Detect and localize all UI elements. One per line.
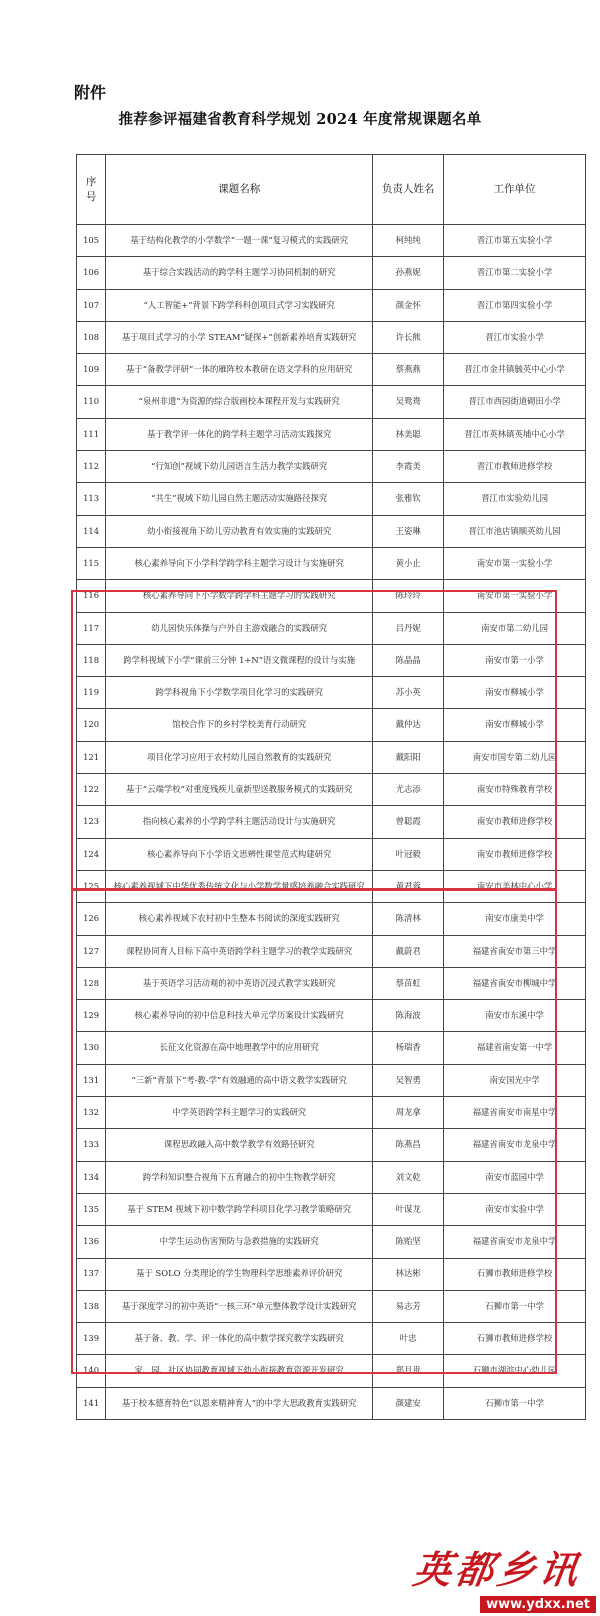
table-row (77, 967, 586, 999)
work-unit: 晋江市教师进修学校 (444, 451, 586, 483)
leader-name: 孙燕妮 (373, 257, 444, 289)
table-row (77, 612, 586, 644)
work-unit: 晋江市金井镇毓英中心小学 (444, 354, 586, 386)
table-row (77, 418, 586, 450)
table-row (77, 1258, 586, 1290)
attachment-label: 附件 (74, 83, 107, 102)
work-unit: 晋江市实验小学 (444, 321, 586, 353)
table-row (77, 677, 586, 709)
work-unit: 晋江市第四实验小学 (444, 289, 586, 321)
project-name: 项目化学习应用于农村幼儿园自然教育的实践研究 (106, 741, 373, 773)
table-row (77, 1355, 586, 1387)
row-number: 137 (77, 1258, 106, 1290)
project-name: 基于备、教、学、评一体化的高中数学探究教学实践研究 (106, 1323, 373, 1355)
project-name: 长征文化资源在高中地理教学中的应用研究 (106, 1032, 373, 1064)
row-number: 130 (77, 1032, 106, 1064)
project-name: 馆校合作下的乡村学校美育行动研究 (106, 709, 373, 741)
table-row (77, 321, 586, 353)
table-header-row (77, 155, 586, 225)
work-unit: 南安市美林中心小学 (444, 870, 586, 902)
leader-name: 曾聪霞 (373, 806, 444, 838)
project-name: 课程思政融入高中数学教学有效路径研究 (106, 1129, 373, 1161)
project-name: “共生”视域下幼儿园自然主题活动实施路径探究 (106, 483, 373, 515)
leader-name: 蔡燕燕 (373, 354, 444, 386)
table-row (77, 354, 586, 386)
leader-name: 吕丹妮 (373, 612, 444, 644)
project-name: 基于英语学习活动观的初中英语沉浸式教学实践研究 (106, 967, 373, 999)
leader-name: 陈玲玲 (373, 580, 444, 612)
project-name: 基于综合实践活动的跨学科主题学习协同机制的研究 (106, 257, 373, 289)
table-row (77, 1290, 586, 1322)
table-row (77, 1193, 586, 1225)
work-unit: 南安市第一实验小学 (444, 547, 586, 579)
row-number: 140 (77, 1355, 106, 1387)
row-number: 127 (77, 935, 106, 967)
table-row (77, 741, 586, 773)
table-row (77, 515, 586, 547)
project-name: 中学英语跨学科主题学习的实践研究 (106, 1097, 373, 1129)
row-number: 106 (77, 257, 106, 289)
leader-name: 叶谋龙 (373, 1193, 444, 1225)
project-name: 跨学科视角下小学数学项目化学习的实践研究 (106, 677, 373, 709)
project-name: 基于校本德育特色“以恩来精神育人”的中学大思政教育实践研究 (106, 1387, 373, 1419)
leader-name: 黄君蓉 (373, 870, 444, 902)
project-name: 基于深度学习的初中英语“一核三环”单元整体教学设计实践研究 (106, 1290, 373, 1322)
work-unit: 晋江市池店镇顺英幼儿园 (444, 515, 586, 547)
row-number: 113 (77, 483, 106, 515)
table-row (77, 774, 586, 806)
leader-name: 戴阳阳 (373, 741, 444, 773)
table-row (77, 1000, 586, 1032)
work-unit: 石狮市第一中学 (444, 1290, 586, 1322)
row-number: 128 (77, 967, 106, 999)
table-row (77, 225, 586, 257)
document-title: 推荐参评福建省教育科学规划 2024 年度常规课题名单 (118, 111, 482, 128)
header-project-name: 课题名称 (106, 155, 373, 225)
project-name: 中学生运动伤害预防与急救措施的实践研究 (106, 1226, 373, 1258)
project-name: 基于“云端学校”对重度残疾儿童新型送教服务模式的实践研究 (106, 774, 373, 806)
watermark-logo-text: 英都乡讯 (410, 1548, 585, 1592)
leader-name: 杨瑞香 (373, 1032, 444, 1064)
row-number: 119 (77, 677, 106, 709)
work-unit: 石狮市教师进修学校 (444, 1258, 586, 1290)
table-row (77, 709, 586, 741)
row-number: 141 (77, 1387, 106, 1419)
project-name: 核心素养导向的初中信息科技大单元学历案设计实践研究 (106, 1000, 373, 1032)
table-row (77, 386, 586, 418)
work-unit: 南安市教师进修学校 (444, 806, 586, 838)
project-name: 幼小衔接视角下幼儿劳动教育有效实施的实践研究 (106, 515, 373, 547)
work-unit: 晋江市英林镇英埔中心小学 (444, 418, 586, 450)
work-unit: 福建省南安市南星中学 (444, 1097, 586, 1129)
row-number: 116 (77, 580, 106, 612)
project-name: “三新”背景下“考-教-学”有效融通的高中语文教学实践研究 (106, 1064, 373, 1096)
project-name: “人工智能+”背景下跨学科科创项目式学习实践研究 (106, 289, 373, 321)
row-number: 107 (77, 289, 106, 321)
header-leader: 负责人姓名 (373, 155, 444, 225)
project-list-table (76, 154, 586, 1420)
row-number: 124 (77, 838, 106, 870)
row-number: 139 (77, 1323, 106, 1355)
row-number: 121 (77, 741, 106, 773)
row-number: 136 (77, 1226, 106, 1258)
table-row (77, 257, 586, 289)
project-name: 跨学科知识整合视角下五育融合的初中生物教学研究 (106, 1161, 373, 1193)
row-number: 112 (77, 451, 106, 483)
project-name: 核心素养导向下小学数学跨学科主题学习的实践研究 (106, 580, 373, 612)
row-number: 117 (77, 612, 106, 644)
project-name: 核心素养视域下农村初中生整本书阅读的深度实践研究 (106, 903, 373, 935)
project-name: 核心素养导向下小学科学跨学科主题学习设计与实施研究 (106, 547, 373, 579)
table-row (77, 289, 586, 321)
leader-name: 黄小止 (373, 547, 444, 579)
project-name: 指向核心素养的小学跨学科主题活动设计与实施研究 (106, 806, 373, 838)
work-unit: 福建省南安市柳城中学 (444, 967, 586, 999)
project-name: 核心素养视域下中华优秀传统文化与小学数学量感培养融合实践研究 (106, 870, 373, 902)
table-row (77, 1226, 586, 1258)
work-unit: 福建省南安市龙泉中学 (444, 1226, 586, 1258)
work-unit: 晋江市第五实验小学 (444, 225, 586, 257)
work-unit: 南安市实验中学 (444, 1193, 586, 1225)
work-unit: 南安市教师进修学校 (444, 838, 586, 870)
leader-name: 郑月贵 (373, 1355, 444, 1387)
table-row (77, 1097, 586, 1129)
leader-name: 尤志添 (373, 774, 444, 806)
project-name: 基于项目式学习的小学 STEAM“疑探+”创新素养培育实践研究 (106, 321, 373, 353)
project-name: 基于“备教学评研”一体的雁阵校本教研在语文学科的应用研究 (106, 354, 373, 386)
project-name: 基于结构化教学的小学数学“一题一课”复习模式的实践研究 (106, 225, 373, 257)
leader-name: 易志芳 (373, 1290, 444, 1322)
work-unit: 晋江市实验幼儿园 (444, 483, 586, 515)
leader-name: 陈贻坚 (373, 1226, 444, 1258)
work-unit: 南安市东溪中学 (444, 1000, 586, 1032)
row-number: 105 (77, 225, 106, 257)
leader-name: 张雅钦 (373, 483, 444, 515)
table-row (77, 644, 586, 676)
work-unit: 南安市柳城小学 (444, 677, 586, 709)
project-name: 课程协同育人目标下高中英语跨学科主题学习的教学实践研究 (106, 935, 373, 967)
table-row (77, 1323, 586, 1355)
leader-name: 李霞美 (373, 451, 444, 483)
leader-name: 柯纯纯 (373, 225, 444, 257)
leader-name: 王姿琳 (373, 515, 444, 547)
header-work-unit: 工作单位 (444, 155, 586, 225)
leader-name: 蔡苗虹 (373, 967, 444, 999)
project-name: 核心素养导向下小学语文思辨性课堂范式构建研究 (106, 838, 373, 870)
row-number: 134 (77, 1161, 106, 1193)
table-row (77, 483, 586, 515)
table-row (77, 1387, 586, 1419)
row-number: 132 (77, 1097, 106, 1129)
project-name: 基于 SOLO 分类理论的学生物理科学思维素养评价研究 (106, 1258, 373, 1290)
leader-name: 陈燕昌 (373, 1129, 444, 1161)
row-number: 115 (77, 547, 106, 579)
work-unit: 南安市特殊教育学校 (444, 774, 586, 806)
row-number: 120 (77, 709, 106, 741)
work-unit: 石狮市湖滨中心幼儿园 (444, 1355, 586, 1387)
leader-name: 颜金怀 (373, 289, 444, 321)
leader-name: 戴仲达 (373, 709, 444, 741)
work-unit: 南安市第二幼儿园 (444, 612, 586, 644)
work-unit: 晋江市西园街道砌田小学 (444, 386, 586, 418)
leader-name: 许长熊 (373, 321, 444, 353)
row-number: 138 (77, 1290, 106, 1322)
row-number: 109 (77, 354, 106, 386)
leader-name: 林达彬 (373, 1258, 444, 1290)
watermark-url: www.ydxx.net (480, 1596, 596, 1613)
project-name: 基于教学评一体化的跨学科主题学习活动实践探究 (106, 418, 373, 450)
row-number: 123 (77, 806, 106, 838)
row-number: 122 (77, 774, 106, 806)
leader-name: 周龙拿 (373, 1097, 444, 1129)
work-unit: 南安市柳城小学 (444, 709, 586, 741)
leader-name: 苏小英 (373, 677, 444, 709)
table-row (77, 451, 586, 483)
leader-name: 陈海波 (373, 1000, 444, 1032)
leader-name: 叶冠毅 (373, 838, 444, 870)
work-unit: 南安市第一小学 (444, 644, 586, 676)
table-row (77, 1032, 586, 1064)
table-row (77, 580, 586, 612)
work-unit: 晋江市第二实验小学 (444, 257, 586, 289)
work-unit: 福建省南安第一中学 (444, 1032, 586, 1064)
table-row (77, 806, 586, 838)
row-number: 133 (77, 1129, 106, 1161)
project-name: “行知创”视域下幼儿园语言生活力教学实践研究 (106, 451, 373, 483)
leader-name: 林美聪 (373, 418, 444, 450)
watermark (410, 1540, 600, 1616)
work-unit: 石狮市教师进修学校 (444, 1323, 586, 1355)
row-number: 131 (77, 1064, 106, 1096)
leader-name: 陈清林 (373, 903, 444, 935)
table-row (77, 838, 586, 870)
project-name: 跨学科视域下小学“课前三分钟 1+N”语文微课程的设计与实施 (106, 644, 373, 676)
leader-name: 陈晶晶 (373, 644, 444, 676)
leader-name: 吴鸳鸯 (373, 386, 444, 418)
work-unit: 南安市国专第二幼儿园 (444, 741, 586, 773)
row-number: 108 (77, 321, 106, 353)
table-row (77, 1064, 586, 1096)
work-unit: 石狮市第一中学 (444, 1387, 586, 1419)
work-unit: 福建省南安市第三中学 (444, 935, 586, 967)
project-name: “泉州非遗”为资源的综合版画校本课程开发与实践研究 (106, 386, 373, 418)
leader-name: 刘文乾 (373, 1161, 444, 1193)
row-number: 110 (77, 386, 106, 418)
table-row (77, 1161, 586, 1193)
row-number: 135 (77, 1193, 106, 1225)
row-number: 125 (77, 870, 106, 902)
table-row (77, 903, 586, 935)
work-unit: 南安市康美中学 (444, 903, 586, 935)
work-unit: 南安国光中学 (444, 1064, 586, 1096)
leader-name: 叶忠 (373, 1323, 444, 1355)
leader-name: 颜建安 (373, 1387, 444, 1419)
work-unit: 福建省南安市龙泉中学 (444, 1129, 586, 1161)
work-unit: 南安市蓝园中学 (444, 1161, 586, 1193)
leader-name: 吴智勇 (373, 1064, 444, 1096)
row-number: 118 (77, 644, 106, 676)
table-row (77, 935, 586, 967)
row-number: 111 (77, 418, 106, 450)
project-name: 家、园、社区协同教育视域下幼小衔接教育资源开发研究 (106, 1355, 373, 1387)
work-unit: 南安市第一实验小学 (444, 580, 586, 612)
row-number: 126 (77, 903, 106, 935)
project-name: 幼儿园快乐体操与户外自主游戏融合的实践研究 (106, 612, 373, 644)
row-number: 129 (77, 1000, 106, 1032)
row-number: 114 (77, 515, 106, 547)
table-row (77, 547, 586, 579)
leader-name: 戴蔚君 (373, 935, 444, 967)
project-name: 基于 STEM 视域下初中数学跨学科项目化学习教学策略研究 (106, 1193, 373, 1225)
table-row (77, 1129, 586, 1161)
header-serial-number: 序 号 (77, 155, 106, 225)
table-row (77, 870, 586, 902)
